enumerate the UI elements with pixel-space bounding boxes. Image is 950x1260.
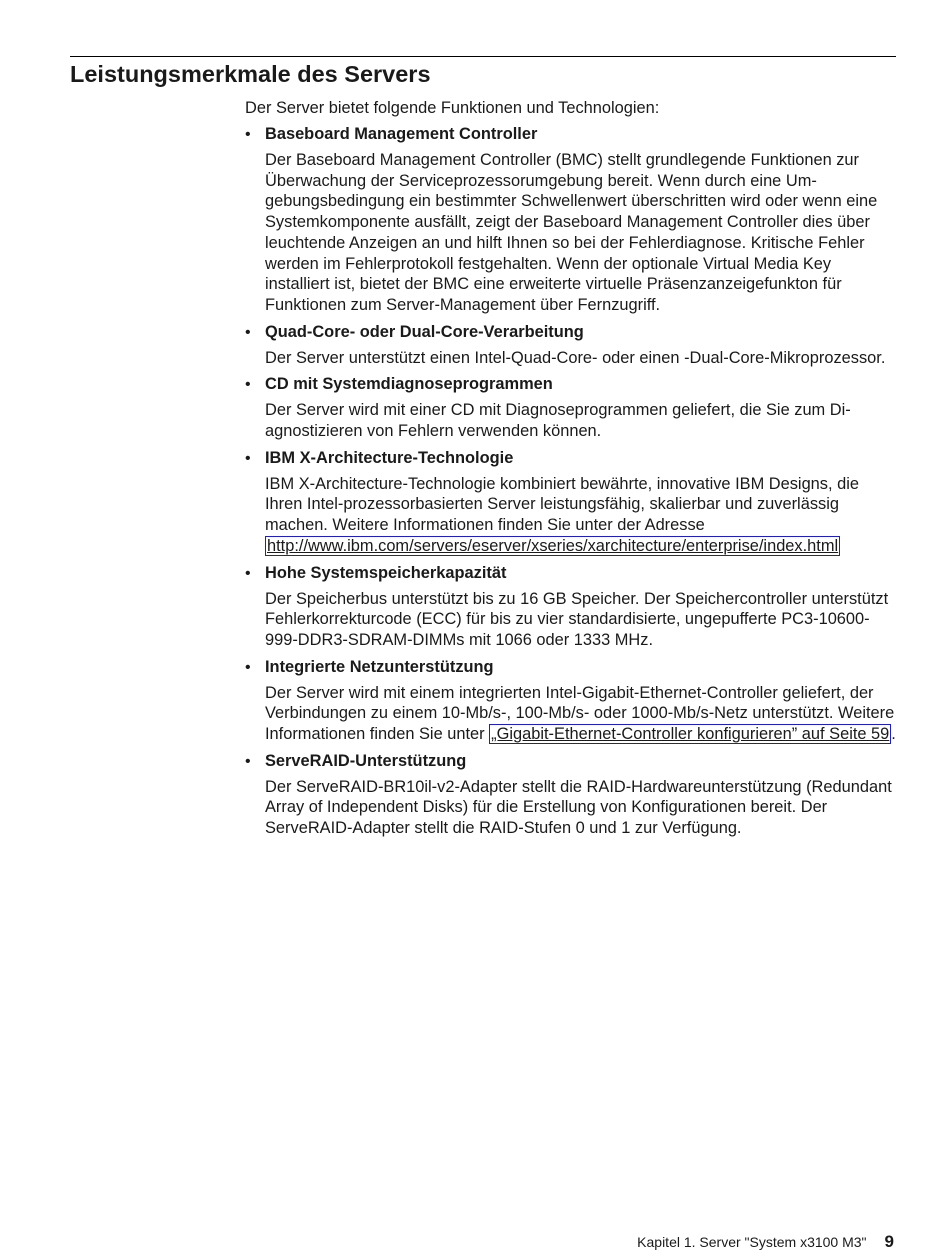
feature-heading: CD mit Systemdiagnoseprogrammen bbox=[265, 375, 553, 394]
feature-heading: Hohe Systemspeicherkapazität bbox=[265, 563, 507, 582]
bullet-marker: • bbox=[245, 376, 251, 394]
feature-text: Der Baseboard Management Controller (BMC) stellt grundlegende Funktionen zur Überwachung der Serviceprozessorumgebung bereit. Wenn durch eine Umgebungsbedingung ein bestimmter Schwellenwert überschritten wird oder wenn eine Systemkomponente ausfällt, zeigt der Baseboard Management Controller dies über leuchtende Anzeigen an und hilft Ihnen so bei der Fehlerdiagnose. Kritische Fehler werden im Fehlerprotokoll festgehalten. Wenn der optionale Virtual Media Key installiert ist, bietet der BMC eine erweiterte virtuelle Präsenzanzeigefunkton für Funktionen zum Server-Management über Fernzugriff. bbox=[265, 151, 878, 314]
feature-heading: Baseboard Management Controller bbox=[265, 125, 538, 143]
bullet-marker: • bbox=[245, 658, 251, 676]
feature-heading: ServeRAID-Unterstützung bbox=[265, 751, 467, 770]
page-footer bbox=[637, 1232, 894, 1252]
feature-text-after-link: . bbox=[891, 725, 896, 744]
feature-heading: Integrierte Netzunterstützung bbox=[265, 657, 494, 676]
bullet-marker: • bbox=[245, 323, 251, 341]
page-title: Leistungsmerkmale des Servers bbox=[70, 61, 431, 87]
bullet-marker: • bbox=[245, 564, 251, 582]
feature-text: Der Speicherbus unterstützt bis zu 16 GB Speicher. Der Speichercontroller unterstützt Fehlerkorrekturcode (ECC) für bis zu vier standardisierte, ungepufferte PC3-10600-999-DDR3-SDRAM-DIMMs mit 1066 oder 1333 MHz. bbox=[265, 589, 889, 649]
top-rule bbox=[70, 56, 896, 57]
list-item bbox=[245, 657, 897, 745]
bullet-marker: • bbox=[245, 752, 251, 770]
list-item bbox=[245, 751, 897, 839]
feature-text bbox=[265, 474, 897, 557]
feature-text bbox=[265, 683, 897, 745]
intro-text: Der Server bietet folgende Funktionen und Technologien: bbox=[245, 99, 660, 117]
bullet-marker: • bbox=[245, 449, 251, 467]
footer-chapter: Kapitel 1. Server "System x3100 M3" bbox=[637, 1234, 867, 1250]
ibm-xarchitecture-link[interactable]: http://www.ibm.com/servers/eserver/xseries/xarchitecture/enterprise/index.html bbox=[267, 536, 839, 555]
feature-list bbox=[245, 124, 897, 845]
feature-text-before-link: Der Server wird mit einem integrierten Intel-Gigabit-Ethernet-Controller geliefert, der Verbindungen zu einem 10-Mb/s-, 100-Mb/s- oder 1000-Mb/s-Netz unterstützt. Weitere Informationen finden Sie unter bbox=[265, 683, 895, 744]
bullet-marker: • bbox=[245, 126, 251, 143]
list-item bbox=[245, 374, 897, 441]
page-number: 9 bbox=[884, 1232, 894, 1251]
list-item bbox=[245, 448, 897, 557]
feature-heading: Quad-Core- oder Dual-Core-Verarbeitung bbox=[265, 322, 584, 341]
list-item bbox=[245, 322, 897, 369]
feature-text: Der Server unterstützt einen Intel-Quad-Core- oder einen -Dual-Core-Mikroprozessor. bbox=[265, 348, 886, 367]
feature-heading: IBM X-Architecture-Technologie bbox=[265, 448, 514, 467]
gigabit-ethernet-config-link[interactable]: „Gigabit-Ethernet-Controller konfigurieren” auf Seite 59 bbox=[491, 725, 890, 744]
list-item bbox=[245, 563, 897, 651]
feature-text-before-link: IBM X-Architecture-Technologie kombiniert bewährte, innovative IBM Designs, die Ihren Intel-prozessorbasierten Server leistungsfähig, skalierbar und zuverlässig machen. Weitere Informationen finden Sie unter der Adresse bbox=[265, 474, 859, 535]
feature-text: Der Server wird mit einer CD mit Diagnoseprogrammen geliefert, die Sie zum Diagnostizieren von Fehlern verwenden können. bbox=[265, 401, 851, 441]
list-item bbox=[245, 124, 897, 316]
feature-text: Der ServeRAID-BR10il-v2-Adapter stellt die RAID-Hardwareunterstützung (Redundant Array of Independent Disks) für die Erstellung von Konfigurationen bereit. Der ServeRAID-Adapter stellt die RAID-Stufen 0 und 1 zur Verfügung. bbox=[265, 777, 892, 838]
